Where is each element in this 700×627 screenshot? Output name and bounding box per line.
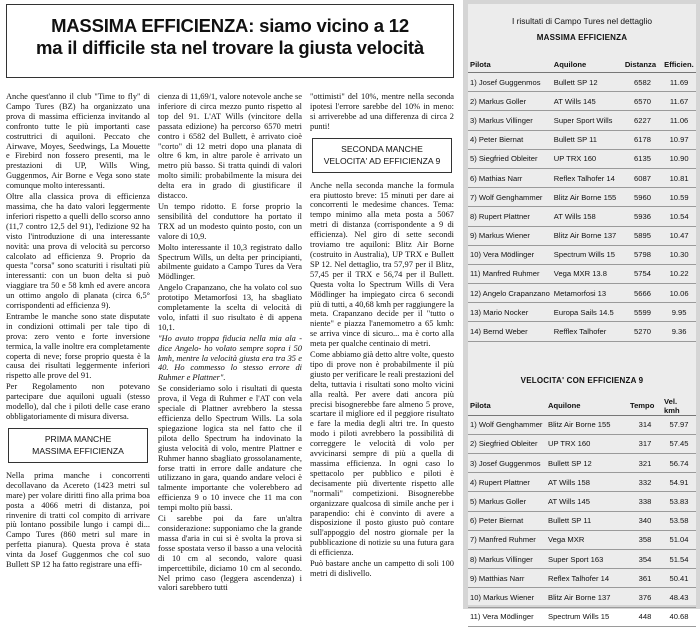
table-cell: 10.81 — [662, 168, 696, 187]
article-body — [6, 92, 454, 609]
table-cell: 53.83 — [662, 492, 696, 511]
table-cell: 2) Markus Goller — [468, 92, 552, 111]
table-cell: 314 — [628, 415, 662, 434]
paragraph: cienza di 11,69/1, valore notevole anche se inferiore di circa mezzo punto rispetto al top del 91. L'AT Wills (vincitore della passata edizione) ha percorso 6570 metri contro i 6582 del Bullett, è arrivato cioè "corto" di 12 metri dopo una planata di oltre 6 km, in altre parole è arrivato un metro più basso. Si tratta quindi di valori molto simili: probabilmente la misura dei delta era in grado di giustificare il distacco. — [158, 92, 302, 201]
table-cell: 5754 — [623, 264, 662, 283]
column-header: Efficien. — [662, 56, 696, 73]
table-row — [468, 588, 696, 607]
table-cell: 1) Josef Guggenmos — [468, 73, 552, 92]
table-cell: 5270 — [623, 322, 662, 341]
table-cell: 5) Markus Goller — [468, 492, 546, 511]
table-row — [468, 530, 696, 549]
headline-line-2: ma il difficile sta nel trovare la giusta velocità — [36, 37, 424, 58]
results-sidebar — [463, 0, 700, 622]
table-cell: 10.47 — [662, 226, 696, 245]
table-row — [468, 168, 696, 187]
column-header: Pilota — [468, 397, 546, 416]
table-row — [468, 492, 696, 511]
table-row — [468, 111, 696, 130]
article-column-1 — [6, 92, 150, 609]
table-row — [468, 188, 696, 207]
table-cell: 9) Markus Wiener — [468, 226, 552, 245]
table-cell: Blitz Air Borne 155 — [552, 188, 623, 207]
table-cell: Blitz Air Borne 155 — [546, 415, 628, 434]
table-cell: Super Sport Wills — [552, 111, 623, 130]
table-cell: 340 — [628, 511, 662, 530]
table-cell: 11) Vera Mödlinger — [468, 607, 546, 626]
column-header: Tempo — [628, 397, 662, 416]
table-cell: Bullett SP 11 — [546, 511, 628, 530]
table-cell: 321 — [628, 454, 662, 473]
table-cell: AT Wills 158 — [552, 207, 623, 226]
table-cell: 56.74 — [662, 454, 696, 473]
table-cell: 54.91 — [662, 473, 696, 492]
section-heading-seconda-manche: SECONDA MANCHE VELOCITA' AD EFFICIENZA 9 — [312, 138, 452, 173]
table-row — [468, 511, 696, 530]
table-cell: 11) Manfred Ruhmer — [468, 264, 552, 283]
table-cell: 48.43 — [662, 588, 696, 607]
paragraph: Per Regolamento non potevano partecipare due aquiloni uguali (stesso modello), dal che i piloti delle case erano obbligatoriamente di misura diversa. — [6, 382, 150, 421]
table-cell: AT Wills 158 — [546, 473, 628, 492]
table-cell: 9.95 — [662, 303, 696, 322]
table-cell: 2) Siegfried Obleiter — [468, 434, 546, 453]
table-cell: 1) Wolf Genghammer — [468, 415, 546, 434]
speed-table-title: VELOCITA' CON EFFICIENZA 9 — [520, 375, 644, 385]
table-row — [468, 434, 696, 453]
table-cell: 5895 — [623, 226, 662, 245]
table-cell: 4) Rupert Plattner — [468, 473, 546, 492]
sidebar-title: I risultati di Campo Tures nel dettaglio — [511, 16, 653, 26]
paragraph: Anche quest'anno il club "Time to fly" di Campo Tures (BZ) ha organizzato una prova di massima efficienza invitando al confronto tutte le più importanti case costruttrici di aquiloni. Peccato che Airwave, Moyes, Seedwings, La Mouette e Firebird non fossero presenti, ma le prestazioni di UP, Wills Wing, Guggenmos, Air Borne e Vega sono state comunque molto interessanti. — [6, 92, 150, 191]
table-row — [468, 607, 696, 626]
table-cell: 8) Markus Villinger — [468, 549, 546, 568]
table-cell: 4) Peter Biernat — [468, 130, 552, 149]
table-cell: Vega MXR 13.8 — [552, 264, 623, 283]
table-cell: 361 — [628, 569, 662, 588]
table-cell: Spectrum Wills 15 — [552, 245, 623, 264]
table-cell: 448 — [628, 607, 662, 626]
table-cell: Vega MXR — [546, 530, 628, 549]
table-cell: 9.36 — [662, 322, 696, 341]
table-cell: 14) Bernd Weber — [468, 322, 552, 341]
table-header-row — [468, 56, 696, 73]
table-cell: Europa Sails 14.5 — [552, 303, 623, 322]
table-header-row — [468, 397, 696, 416]
column-header: Distanza — [623, 56, 662, 73]
table-cell: 11.06 — [662, 111, 696, 130]
paragraph: Molto interessante il 10,3 registrato dallo Spectrum Wills, un delta per principianti, abilmente guidato a Campo Tures da Vera Mödlinger. — [158, 242, 302, 282]
paragraph: Nella prima manche i concorrenti decollavano da Acereto (1423 metri sul mare) per volare diritti fino alla prima boa posta a 4066 metri di distanza, poi rinvenire di tratti col compito di arrivare più lontano possibile lungo i campi di... Campo Tures (860 metri sul mare in perfetta pianura). Questa prova è stata vinta da Josef Guggenmos che col suo Bullett SP 12 ha fatto registrare una effi- — [6, 470, 150, 570]
table-cell: 5599 — [623, 303, 662, 322]
efficiency-table-title: MASSIMA EFFICIENZA — [536, 33, 628, 42]
table-cell: 317 — [628, 434, 662, 453]
table-cell: 10) Vera Mödlinger — [468, 245, 552, 264]
table-cell: 6) Peter Biernat — [468, 511, 546, 530]
table-cell: 51.54 — [662, 549, 696, 568]
table-row — [468, 473, 696, 492]
table-cell: 354 — [628, 549, 662, 568]
table-row — [468, 569, 696, 588]
table-cell: 5) Siegfried Obleiter — [468, 149, 552, 168]
paragraph: Angelo Crapanzano, che ha volato col suo prototipo Metamorfosi 13, ha sbagliato completamente la scelta di velocità di volo, infatti il suo risultato è di appena 10,1. — [158, 283, 302, 332]
table-cell: Super Sport 163 — [546, 549, 628, 568]
table-row — [468, 549, 696, 568]
results-panel — [468, 4, 696, 622]
table-cell: 358 — [628, 530, 662, 549]
paragraph: Se consideriamo solo i risultati di questa prova, il Vega di Ruhmer e l'AT con vela speciale di Plattner avrebbero la stessa efficienza dello Spectrum Wills. La sola spiegazione logica sta nel fatto che il pilota dello Spectrum ha indovinato la giusta velocità di volo, mentre Plattner e Ruhmer hanno sbagliato grossolanamente, forse tratti in errore dalle andature che utilizzano in gara, quando andare veloci è talmente importante che volerebbero ad efficienza 9 o 10 invece che 11 ma con tempi molto più bassi. — [158, 384, 302, 513]
table-cell: 10.90 — [662, 149, 696, 168]
table-cell: 3) Markus Villinger — [468, 111, 552, 130]
headline-box — [6, 4, 454, 78]
table-cell: 10.97 — [662, 130, 696, 149]
table-cell: Bullett SP 12 — [546, 454, 628, 473]
table-cell: 57.97 — [662, 415, 696, 434]
table-cell: 338 — [628, 492, 662, 511]
table-cell: Metamorfosi 13 — [552, 284, 623, 303]
table-cell: 6135 — [623, 149, 662, 168]
column-header: Vel. kmh — [662, 397, 696, 416]
table-cell: AT Wills 145 — [546, 492, 628, 511]
table-cell: 10) Markus Wiener — [468, 588, 546, 607]
table-row — [468, 454, 696, 473]
table-cell: 6227 — [623, 111, 662, 130]
headline — [7, 15, 453, 59]
table-cell: 5960 — [623, 188, 662, 207]
table-row — [468, 226, 696, 245]
table-row — [468, 264, 696, 283]
table-cell: 12) Angelo Crapanzano — [468, 284, 552, 303]
table-cell: 8) Rupert Plattner — [468, 207, 552, 226]
table-cell: 6178 — [623, 130, 662, 149]
table-row — [468, 92, 696, 111]
table-cell: 10.22 — [662, 264, 696, 283]
table-row — [468, 284, 696, 303]
column-header: Aquilone — [546, 397, 628, 416]
quote-paragraph: "Ho avuto troppa fiducia nella mia ala -dice Angelo- ho volato sempre sopra i 50 kmh, mentre la velocità giusta era tra 35 e 40. Ho commesso lo stesso errore di Ruhmer e Plattner". — [158, 333, 302, 383]
table-cell: 5798 — [623, 245, 662, 264]
table-cell: 10.59 — [662, 188, 696, 207]
table-cell: Bullett SP 12 — [552, 73, 623, 92]
table-cell: 11.67 — [662, 92, 696, 111]
article-column-2 — [158, 92, 302, 609]
table-cell: Refflex Talhofer — [552, 322, 623, 341]
table-cell: UP TRX 160 — [546, 434, 628, 453]
section-heading-prima-manche: PRIMA MANCHE MASSIMA EFFICIENZA — [8, 428, 148, 463]
paragraph: Un tempo ridotto. E forse proprio la sensibilità del conduttore ha portato il TRX ad un modesto quinto posto, con un valore di 10,9. — [158, 201, 302, 241]
table-cell: 6) Mathias Narr — [468, 168, 552, 187]
table-cell: 57.45 — [662, 434, 696, 453]
article-column-3 — [310, 92, 454, 609]
table-cell: Blitz Air Borne 137 — [546, 588, 628, 607]
table-cell: 5666 — [623, 284, 662, 303]
table-cell: 51.04 — [662, 530, 696, 549]
table-cell: Reflex Talhofer 14 — [546, 569, 628, 588]
paragraph: "ottimisti" del 10%, mentre nella seconda ipotesi l'errore sarebbe del 10% in meno: si arriverebbe ad una differenza di circa 2 punti! — [310, 92, 454, 131]
table-cell: 6582 — [623, 73, 662, 92]
table-cell: 6087 — [623, 168, 662, 187]
table-row — [468, 149, 696, 168]
table-cell: 10.06 — [662, 284, 696, 303]
table-cell: Reflex Talhofer 14 — [552, 168, 623, 187]
paragraph: Come abbiamo già detto altre volte, questo tipo di prove non è probabilmente il più giusto per verificare le reali prestazioni del delta, tuttavia i risultati sono molto vicini alla realtà. Per avere dati ancora più precisi bisognerebbe fare almeno 5 prove, scartare il migliore ed il peggiore risultato e fare la media degli altri tre. In questo modo i piloti avrebbero la possibilità di correggere le velocità di volo per avvicinarsi sempre di più a quella di massima efficienza. In ogni caso lo spettacolo per pubblico e piloti è decisamente più divertente rispetto alle "normali" competizioni. Bisognerebbe organizzare qualcosa di simile anche per i parapendio: chi è convinto di avere a disposizione il posto giusto può contare sull'appoggio del nostro giornale per la pubblicazione di notizie su una futura gara di efficienza. — [310, 350, 454, 558]
table-cell: 6570 — [623, 92, 662, 111]
headline-line-1: MASSIMA EFFICIENZA: siamo vicino a 12 — [51, 15, 409, 36]
table-cell: 10.54 — [662, 207, 696, 226]
table-row — [468, 207, 696, 226]
paragraph: Può bastare anche un campetto di soli 100 metri di dislivello. — [310, 559, 454, 578]
table-cell: 3) Josef Guggenmos — [468, 454, 546, 473]
paragraph: Entrambe le manche sono state disputate in condizioni ottimali per tale tipo di prova: zero vento e forte inversione termica, la valle inoltre era completamente coperta di neve; forse proprio questa è la causa dei risultati leggermente inferiori rispetto alle prove del 91. — [6, 311, 150, 381]
table-row — [468, 245, 696, 264]
table-cell: 332 — [628, 473, 662, 492]
column-header: Aquilone — [552, 56, 623, 73]
table-cell: Spectrum Wills 15 — [546, 607, 628, 626]
efficiency-results-table — [468, 56, 696, 342]
table-cell: 7) Manfred Ruhmer — [468, 530, 546, 549]
table-row — [468, 303, 696, 322]
table-cell: 7) Wolf Genghammer — [468, 188, 552, 207]
table-cell: 9) Matthias Narr — [468, 569, 546, 588]
speed-results-table — [468, 397, 696, 627]
table-cell: UP TRX 160 — [552, 149, 623, 168]
table-row — [468, 130, 696, 149]
table-cell: AT Wills 145 — [552, 92, 623, 111]
table-cell: Blitz Air Borne 137 — [552, 226, 623, 245]
table-cell: 53.58 — [662, 511, 696, 530]
paragraph: Oltre alla classica prova di efficienza massima, che ha dato valori leggermente inferiori rispetto a quelli dello scorso anno (11,7 contro 12,5 del 91), l'edizione 92 ha visto l'introduzione di una interessante novità: una prova di velocità su percorso calcolato ad efficienza 9. Proprio da questa "corsa" sono scaturiti i risultati più interessanti: con un buon delta si può viaggiare tra 50 e 58 kmh ed avere ancora un ottimo angolo di planata (circa 6,5° corrispondenti ad efficienza 9). — [6, 192, 150, 311]
column-header: Pilota — [468, 56, 552, 73]
paragraph: Ci sarebbe poi da fare un'altra considerazione: supponiamo che la grande massa d'aria in cui si è svolta la prova si fosse spostata verso il basso a una velocità di 10 cm al secondo, valore quasi impercettibile, diciamo 10 cm al secondo. Nel primo caso (leggera ascendenza) i valori sarebbero tutti — [158, 514, 302, 593]
table-row — [468, 73, 696, 92]
table-cell: 10.30 — [662, 245, 696, 264]
table-cell: Bullett SP 11 — [552, 130, 623, 149]
table-cell: 376 — [628, 588, 662, 607]
table-cell: 50.41 — [662, 569, 696, 588]
table-cell: 13) Mario Nocker — [468, 303, 552, 322]
table-row — [468, 415, 696, 434]
table-cell: 5936 — [623, 207, 662, 226]
table-cell: 40.68 — [662, 607, 696, 626]
table-cell: 11.69 — [662, 73, 696, 92]
paragraph: Anche nella seconda manche la formula era piuttosto breve: 15 minuti per dare ai concorrenti le medesime chances. Tema: tempo minimo alla meta posta a 5067 metri di distanza (corrispondente a 9 di efficienza). Nel giro di sette secondi troviamo tre aquiloni: Blitz Air Borne (costruito in Australia), UP TRX e Bullett SP 12. Nel dettaglio, tra 57,97 per il Blitz, 57,45 per il TRX e 56,74 per il Bullett. Questa volta lo Spectrum Wills di Vera Mödlinger ha impiegato circa 6 secondi più di tutti, a 40,68 kmh per raggiungere la meta. Crapanzano decide per il "tutto o niente" e piazza l'anemometro a 65 kmh: se arriva vince di sicuro... ma è corto alla meta per qualche centinaio di metri. — [310, 180, 454, 349]
table-row — [468, 322, 696, 341]
